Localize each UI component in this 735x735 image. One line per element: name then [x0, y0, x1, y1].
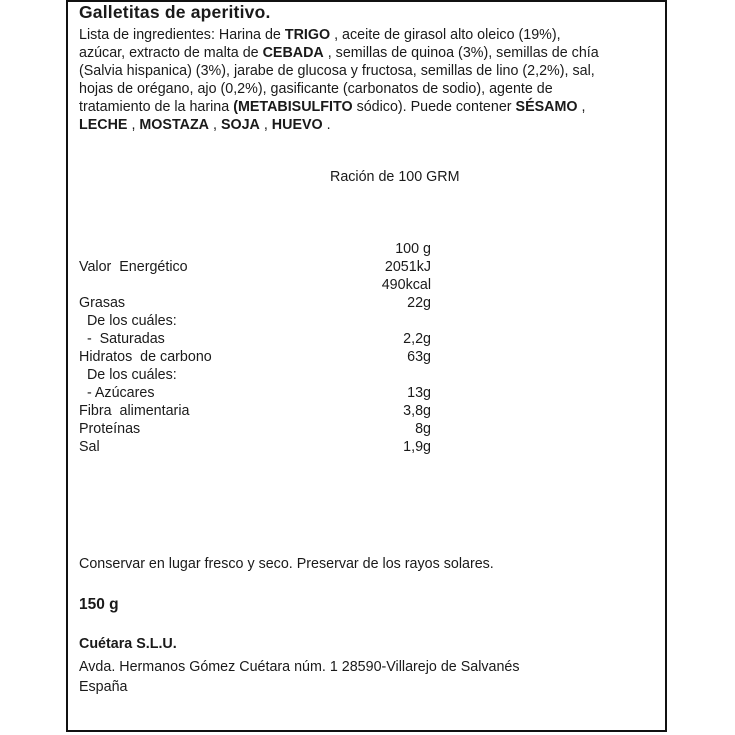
nutrition-row-label: Valor Energético: [79, 259, 188, 275]
ingredient-text: , aceite de girasol alto oleico (19%),: [330, 27, 561, 43]
serving-label: Ración de 100 GRM: [330, 169, 460, 185]
nutrition-row-value: 2,2g: [403, 331, 431, 347]
nutrition-row-value: 8g: [415, 421, 431, 437]
nutrition-row-label: Sal: [79, 439, 100, 455]
ingredient-text: ,: [259, 117, 272, 133]
storage-instructions: Conservar en lugar fresco y seco. Preservar de los rayos solares.: [79, 556, 494, 572]
manufacturer-address: Avda. Hermanos Gómez Cuétara núm. 1 28590-Villarejo de Salvanés: [79, 659, 520, 675]
ingredient-text: sódico). Puede contener: [352, 99, 516, 115]
nutrition-row-label: - Saturadas: [79, 331, 165, 347]
nutrition-row-label: De los cuáles:: [79, 313, 177, 329]
ingredients-line: [79, 80, 649, 98]
ingredient-text: .: [322, 117, 331, 133]
nutrition-row-value: 1,9g: [403, 439, 431, 455]
ingredients-line: [79, 26, 649, 44]
nutrition-row-label: De los cuáles:: [79, 367, 177, 383]
nutrition-row-label: Grasas: [79, 295, 126, 311]
ingredient-text: hojas de orégano, ajo (0,2%), gasificante (carbonatos de sodio), agente de: [79, 81, 553, 97]
nutrition-row-value: 13g: [407, 385, 431, 401]
nutrition-row-value: 2051kJ: [384, 259, 431, 275]
manufacturer-country: España: [79, 679, 128, 695]
ingredients-line: [79, 44, 649, 62]
ingredient-text: Lista de ingredientes: Harina de: [79, 27, 285, 43]
ingredient-text: ,: [209, 117, 221, 133]
product-title: Galletitas de aperitivo.: [79, 2, 271, 22]
allergen-text: SOJA: [220, 117, 260, 133]
nutrition-row-label: Fibra alimentaria: [79, 403, 190, 419]
ingredient-text: ,: [577, 99, 586, 115]
allergen-text: MOSTAZA: [139, 117, 210, 133]
ingredient-text: , semillas de quinoa (3%), semillas de chía: [323, 45, 599, 61]
nutrition-row-value: 490kcal: [381, 277, 431, 293]
nutrition-row-value: 3,8g: [403, 403, 431, 419]
allergen-text: (METABISULFITO: [233, 99, 353, 115]
ingredients-line: [79, 62, 649, 80]
nutrition-row-label: Hidratos de carbono: [79, 349, 212, 365]
allergen-text: CEBADA: [262, 45, 324, 61]
allergen-text: TRIGO: [284, 27, 331, 43]
ingredients-list: [79, 26, 649, 134]
nutrition-row-label: - Azúcares: [79, 385, 155, 401]
ingredient-text: tratamiento de la harina: [79, 99, 234, 115]
nutrition-column-header: 100 g: [395, 241, 431, 257]
nutrition-row-label: Proteínas: [79, 421, 141, 437]
allergen-text: LECHE: [79, 117, 128, 133]
ingredient-text: ,: [127, 117, 140, 133]
ingredient-text: (Salvia hispanica) (3%), jarabe de glucosa y fructosa, semillas de lino (2,2%), sal,: [79, 63, 595, 79]
net-weight: 150 g: [79, 596, 119, 613]
allergen-text: SÉSAMO: [515, 99, 578, 115]
ingredient-text: azúcar, extracto de malta de: [79, 45, 263, 61]
ingredients-line: [79, 98, 649, 116]
nutrition-row-value: 63g: [407, 349, 431, 365]
nutrition-row-value: 22g: [407, 295, 431, 311]
ingredients-line: [79, 116, 649, 134]
allergen-text: HUEVO: [271, 117, 323, 133]
manufacturer-name: Cuétara S.L.U.: [79, 636, 177, 652]
